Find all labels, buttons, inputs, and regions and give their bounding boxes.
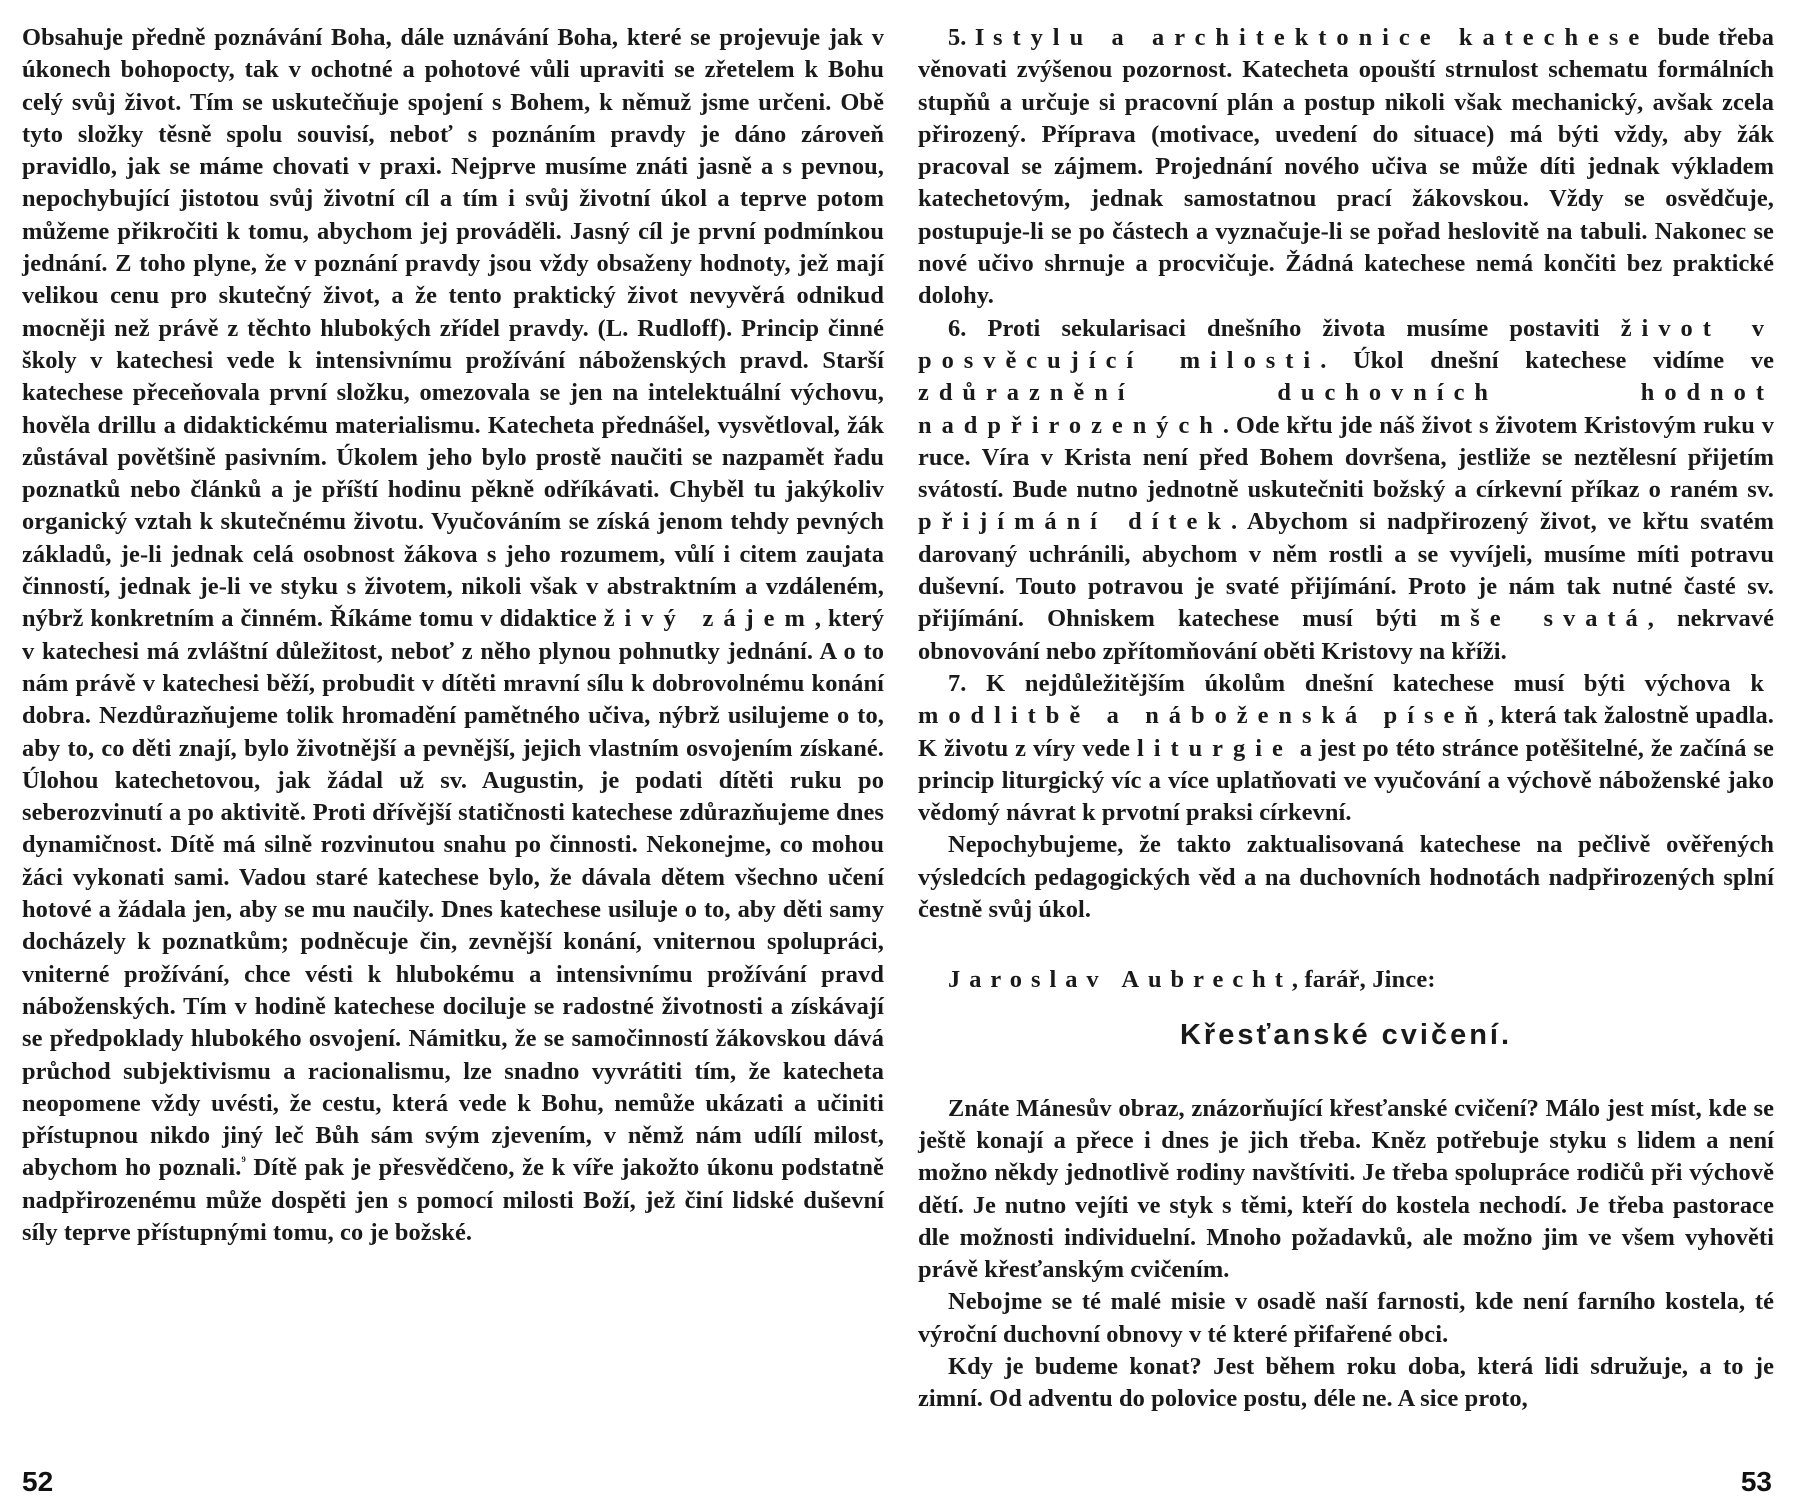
conclusion-paragraph: Nepochybujeme, že takto zaktualisovaná katechese na pečlivě ověřených výsledcích pedagogických věd a na duchovních hodnotách nadpřirozených splní čestně svůj úkol. xyxy=(918,831,1774,924)
author-role: , farář, Jince: xyxy=(1291,966,1436,994)
article-paragraph-3: Kdy je budeme konat? Jest během roku doba, která lidi sdružuje, a to je zimní. Od adventu do polovice postu, déle ne. A sice proto, xyxy=(918,1352,1774,1413)
article-title: Křesťanské cvičení. xyxy=(1179,1018,1513,1051)
article-paragraph-2: Nebojme se té malé misie v osadě naší farnosti, kde není farního kostela, té výroční duchovní obnovy v té které přifařené obci. xyxy=(918,1288,1774,1348)
page-number-left: 52 xyxy=(22,1466,54,1497)
point-6-paragraph xyxy=(918,313,1774,668)
point-6-spaced-emphasis-1: život v posvěcující milosti xyxy=(918,314,1774,374)
footnote-marker: ⁹ xyxy=(241,1155,246,1171)
page-number-right: 53 xyxy=(1740,1466,1772,1497)
point-6-spaced-emphasis-3: přijímání dítek xyxy=(918,508,1231,536)
point-6-spaced-emphasis-4: mše svatá xyxy=(1439,605,1648,633)
point-6-text-3: , nekrvavé obnovování nebo zpřítomňování oběti Kristovy na kříži. xyxy=(918,605,1774,665)
point-5-paragraph xyxy=(918,22,1774,313)
author-name: Jaroslav Aubrecht xyxy=(948,966,1292,994)
left-text-part-2: , který v katechesi má zvláštní důležitost, neboť z něho plynou pohnutky jednání. A o to nám právě v katechesi běží, probudit v dítěti mravní sílu k dobrovolnému konání dobra. Nezdůrazňujeme tolik hromadění pamětného učiva, nýbrž usilujeme o to, aby to, co děti znají, bylo životnější a pevnější, jejich vlastním osvojením získané. Úlohou katechetovou, jak žádal už sv. Augustin, je podati dítěti ruku po seberozvinutí a po aktivitě. Proti dřívější statičnosti katechese zdůrazňujeme dnes dynamičnost. Dítě má silně rozvinutou snahu po činnosti. Nekonejme, co mohou žáci vykonati sami. Vadou staré katechese bylo, že dávala dětem všechno učení hotové a žádala jen, aby se mu naučily. Dnes katechese usiluje o to, aby děti samy docházely k poznatkům; podněcuje čin, zevnější konání, vniternou spolupráci, vniterné prožívání, chce vésti k hlubokému a intensivnímu prožívání pravd náboženských. Tím v hodině katechese dociluje se radostné životnosti a získávají se předpoklady hlubokého osvojení. Námitku, že se samočinností žákovskou dává průchod subjektivismu a racionalismu, lze snadno vyvrátiti tím, že katecheta neopomene vždy uvésti, že cestu, která vede k Bohu, nemůže ukázati a učiniti přístupnou nikdo jiný leč Bůh sám svým zjevením, v němž nám udílí milost, abychom ho poznali. xyxy=(22,605,884,1182)
left-page xyxy=(22,22,884,1249)
point-6-text: . Ode křtu jde náš život s životem Kristovým ruku v ruce. Víra v Krista není před Bohem dovršena, jestliže se neztělesní přijetím svátostí. Bude nutno jednotně uskutečniti božský a církevní příkaz o raném sv. xyxy=(918,411,1774,504)
point-7-lead: 7. K nejdůležitějším úkolům dnešní katechese musí býti výchova xyxy=(948,669,1731,697)
right-page xyxy=(918,22,1774,1416)
left-text-part-3: Dítě pak je přesvědčeno, že k víře jakožto úkonu podstatně nadpřirozenému může dospěti jen s pomocí milosti Boží, jež činí lidské duševní síly teprve přístupnými tomu, co je božské. xyxy=(22,1154,884,1246)
point-7-text-2: a jest po této stránce potěšitelné, že začíná se princip liturgický víc a více uplatňovati ve vyučování a výchově náboženské jako vědomý návrat k prvotní praksi církevní. xyxy=(918,734,1774,827)
left-body-paragraph xyxy=(22,22,884,1249)
point-7-text: , která tak žalostně upadla. K životu z víry vede xyxy=(918,702,1774,762)
point-6-mid: . Úkol dnešní katechese vidíme ve xyxy=(1320,346,1774,374)
point-6-spaced-emphasis-2: zdůraznění duchovních hodnot nadpřirozených xyxy=(918,379,1774,439)
point-5-spaced-emphasis: stylu a architektonice katechese xyxy=(992,24,1650,51)
article-paragraph-1: Znáte Mánesův obraz, znázorňující křesťanské cvičení? Málo jest míst, kde se ještě konají a přece i dnes je jich třeba. Kněz potřebuje styku s lidem a není možno někdy jednotlivě rodiny navštíviti. Je třeba spolupráce rodičů při výchově dětí. Je nutno vejíti ve styk s těmi, kteří do kostela nechodí. Je třeba pastorace dle možnosti individuelní. Mnoho požadavků, ale možno jim ve všem vyhověti právě křesťanským cvičením. xyxy=(918,1094,1774,1284)
author-byline xyxy=(918,964,1774,996)
spaced-emphasis-zivy-zajem: živý zájem xyxy=(603,605,815,633)
point-6-text-2: . Abychom si nadpřirozený život, ve křtu svatém darovaný uchránili, abychom v něm rostli a se vyvíjeli, musíme míti potravu duševní. Touto potravou je svaté přijímání. Proto je nám tak nutné časté sv. přijímání. Ohniskem katechese musí býti xyxy=(918,508,1774,633)
point-7-paragraph xyxy=(918,668,1774,829)
point-5-text: bude třeba věnovati zvýšenou pozornost. Katecheta opouští strnulost schematu formálních stupňů a určuje si pracovní plán a postup nikoli však mechanický, avšak zcela přirozený. Příprava (motivace, uvedení do situace) má býti vždy, aby žák pracoval se zájmem. Projednání nového učiva se může díti jednak výkladem katechetovým, jednak samostatnou prací žákovskou. Vždy se osvědčuje, postupuje-li se po částech a vyznačuje-li se pořad heslovitě na tabuli. Nakonec se nové učivo shrnuje a procvičuje. Žádná katechese nemá končiti bez praktické dolohy. xyxy=(918,24,1775,310)
left-text-part-1: Obsahuje předně poznávání Boha, dále uznávání Boha, které se projevuje jak v úkonech bohopocty, tak v ochotné a pohotové vůli upraviti se zřetelem k Bohu celý svůj život. Tím se uskutečňuje spojení s Bohem, k němuž jsme určeni. Obě tyto složky těsně spolu souvisí, neboť s poznáním pravdy je dáno zároveň pravidlo, jak se máme chovati v praxi. Nejprve musíme znáti jasně a s pevnou, nepochybující jistotou svůj životní cíl a tím i svůj životní úkol a teprve potom můžeme přikročiti k tomu, abychom jej prováděli. Jasný cíl je první podmínkou jednání. Z toho plyne, že v poznání pravdy jsou vždy obsaženy hodnoty, jež mají velikou cenu pro skutečný život, a že tento praktický život nevyvěrá odnikud mocněji než právě z těchto hlubokých zřídel pravdy. (L. Rudloff). Princip činné školy v katechesi vede k intensivnímu prožívání náboženských pravd. Starší katechese přeceňovala první složku, omezovala se jen na intelektuální výchovu, hověla drillu a didaktickému materialismu. Katecheta přednášel, vysvětloval, žák zůstával povětšině pasivním. Úkolem jeho bylo prostě naučiti se nazpamět řadu poznatků nebo článků a je příští hodinu pěkně odříkávati. Chyběl tu jakýkoliv organický vztah k skutečnému životu. Vyučováním se získá jenom tehdy pevných základů, je-li jednak celá osobnost žákova s jeho rozumem, vůlí i citem zaujata činností, jednak je-li ve styku s životem, nikoli však v abstraktním a vzdáleném, nýbrž konkretním a činném. Říkáme tomu v didaktice xyxy=(22,24,884,633)
point-5-lead: 5. I xyxy=(948,24,985,51)
point-7-spaced-emphasis-1: k modlitbě a náboženská píseň xyxy=(918,669,1774,730)
point-7-spaced-emphasis-2: liturgie xyxy=(1136,734,1293,762)
point-6-lead: 6. Proti sekularisaci dnešního života musíme postaviti xyxy=(948,314,1600,342)
